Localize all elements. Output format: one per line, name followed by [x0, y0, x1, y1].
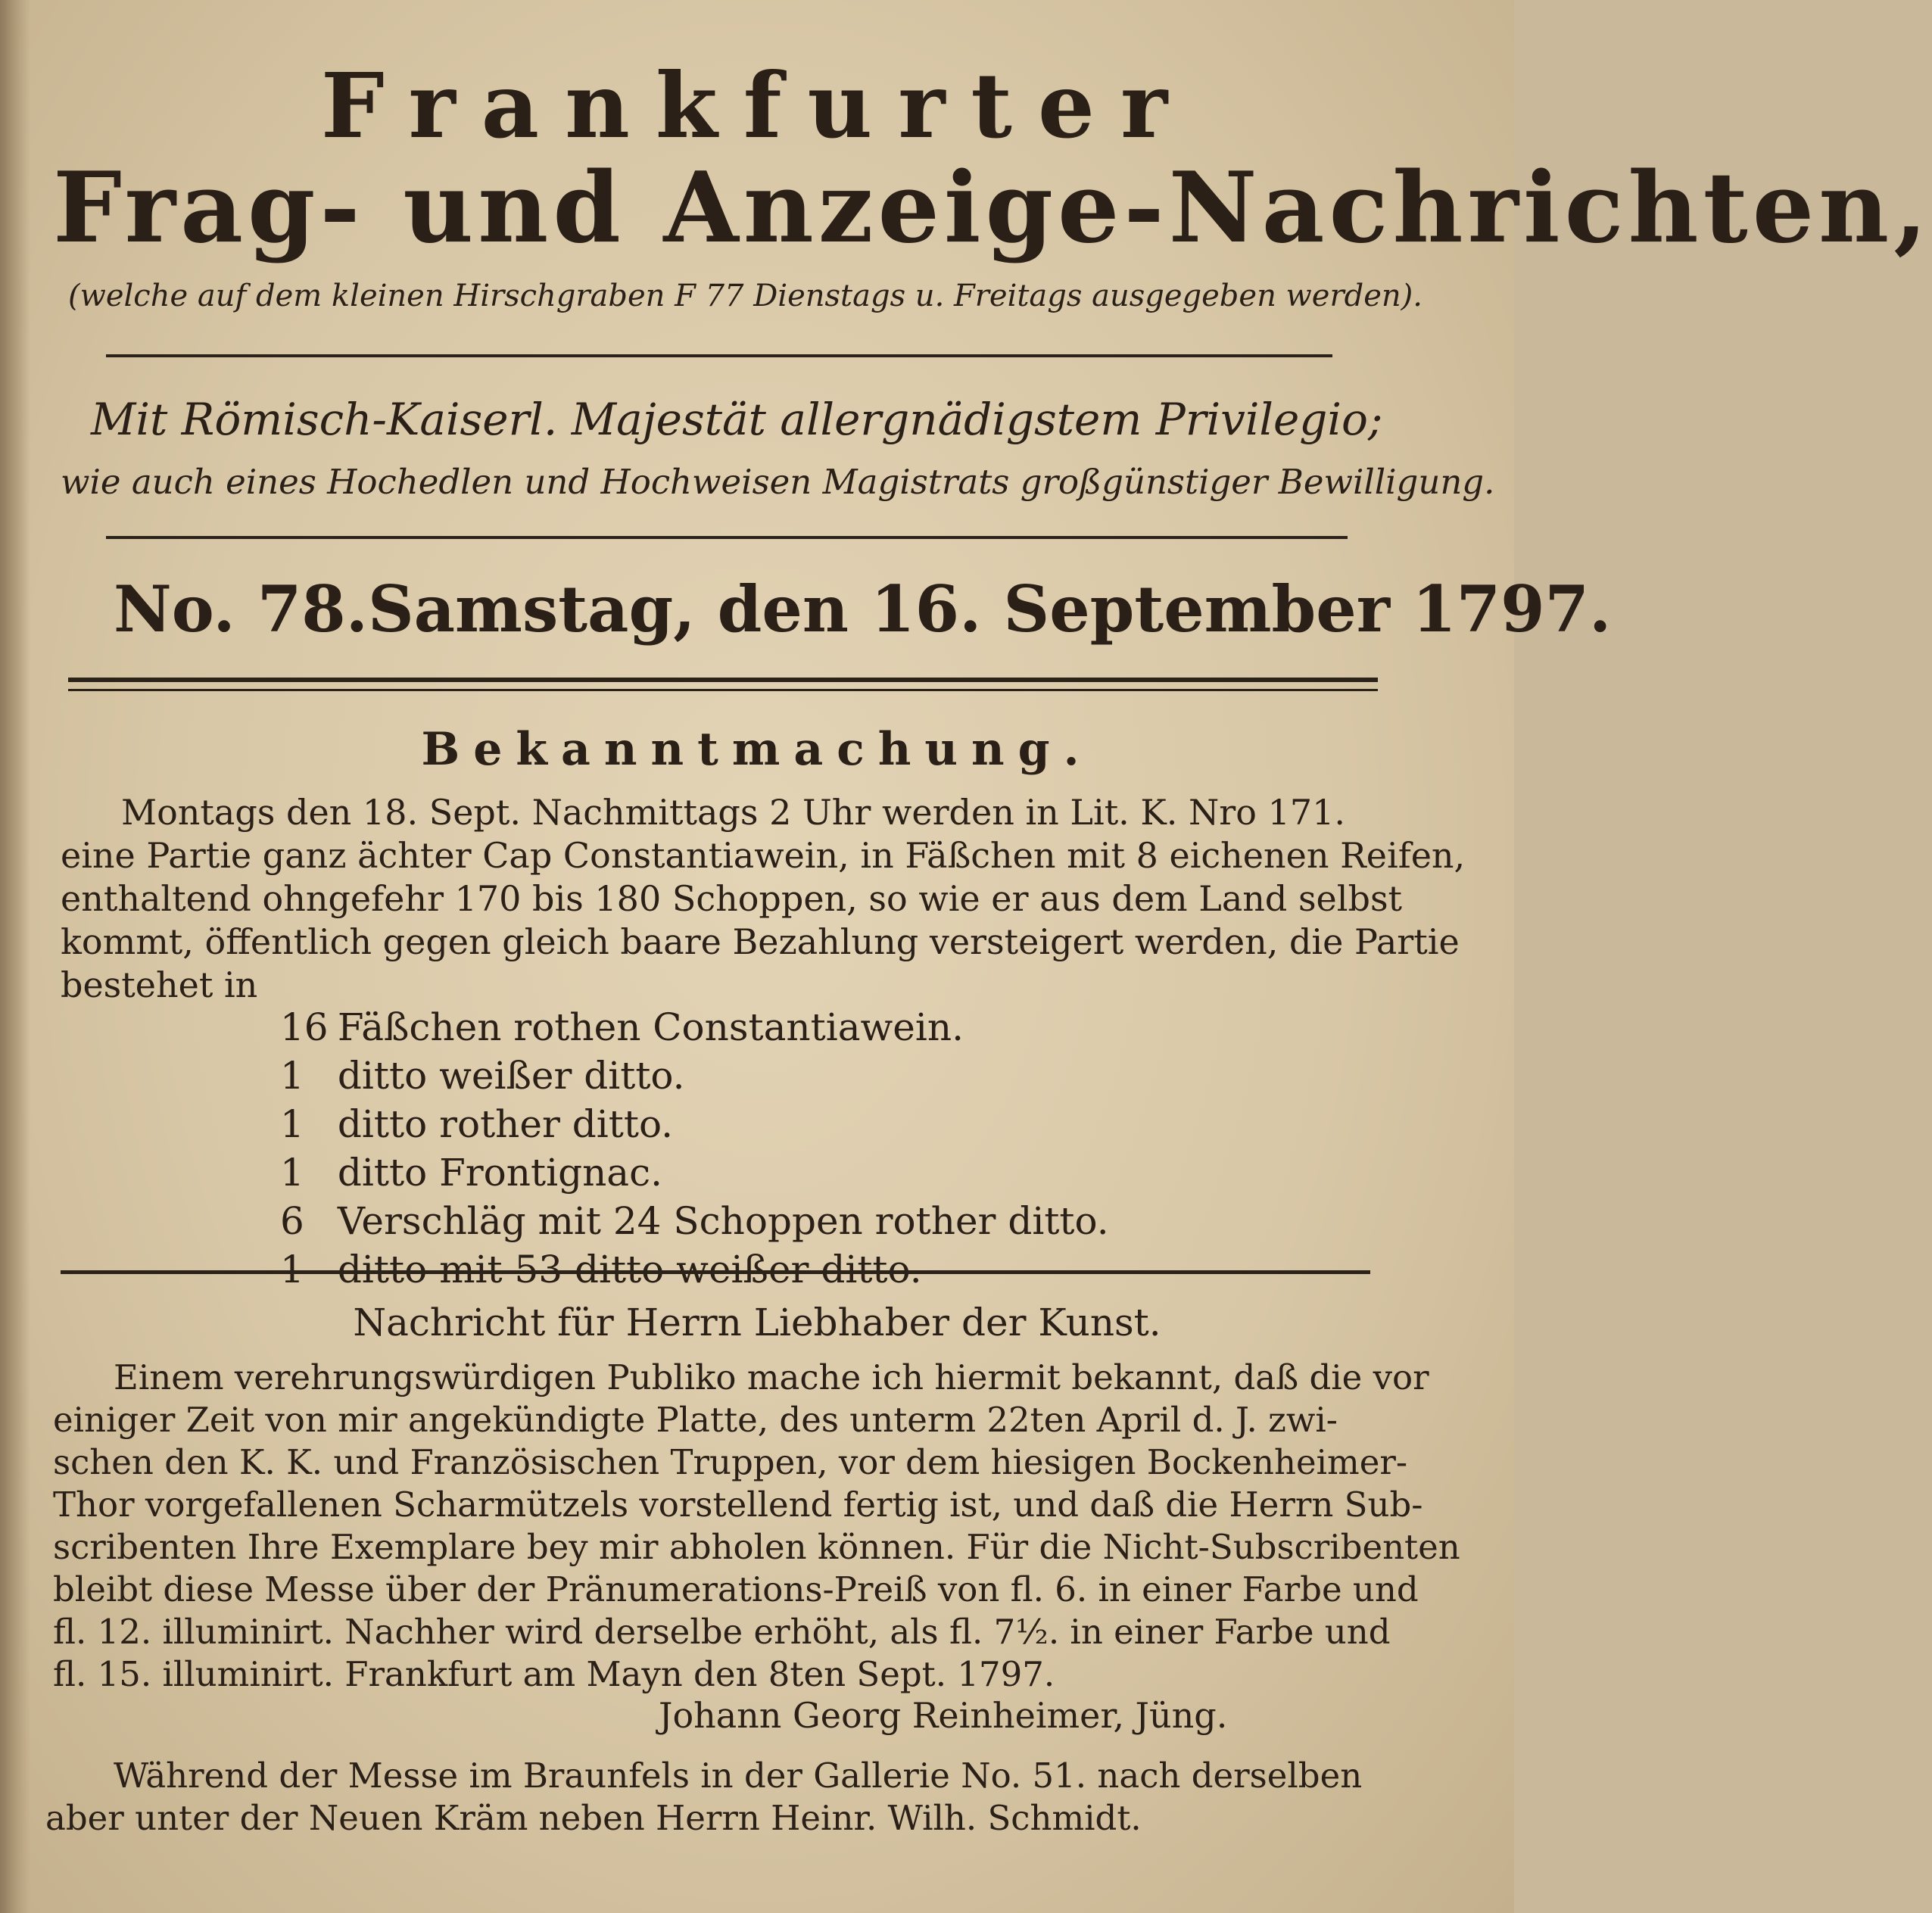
notice2-heading: Nachricht für Herrn Liebhaber der Kunst.	[353, 1301, 1161, 1344]
notice1-line: bestehet in	[61, 964, 258, 1005]
notice2-line: Thor vorgefallenen Scharmützels vorstellend fertig ist, und daß die Herrn Sub-	[53, 1485, 1423, 1525]
notice1-body	[61, 791, 1465, 1007]
masthead-title-line2: Frag- und Anzeige-Nachrichten,	[53, 151, 1932, 265]
issue-line	[114, 572, 1612, 646]
notice1-line: enthaltend ohngefehr 170 bis 180 Schoppen, so wie er aus dem Land selbst	[61, 878, 1403, 919]
notice2-line: Einem verehrungswürdigen Publiko mache ich hiermit bekannt, daß die vor	[114, 1357, 1429, 1397]
item-quantity: 1	[280, 1151, 304, 1195]
item-text: Verschläg mit 24 Schoppen rother ditto.	[337, 1199, 1109, 1243]
item-text: ditto mit 53 ditto weißer ditto.	[337, 1248, 922, 1291]
list-item	[280, 1148, 1109, 1197]
masthead-rule-1	[106, 354, 1332, 357]
item-text: Fäßchen rothen Constantiawein.	[337, 1005, 964, 1049]
item-text: ditto weißer ditto.	[337, 1054, 685, 1098]
notice1-item-list	[280, 1003, 1109, 1294]
list-item	[280, 1197, 1109, 1245]
postscript-line: Während der Messe im Braunfels in der Gallerie No. 51. nach derselben	[114, 1756, 1363, 1796]
notice2-line: bleibt diese Messe über der Pränumerations-Preiß von fl. 6. in einer Farbe und	[53, 1569, 1419, 1609]
notice2-line: scribenten Ihre Exemplare bey mir abholen können. Für die Nicht-Subscribenten	[53, 1527, 1460, 1567]
item-quantity: 6	[280, 1199, 304, 1243]
notice2-line: fl. 12. illuminirt. Nachher wird derselbe erhöht, als fl. 7½. in einer Farbe und	[53, 1612, 1391, 1652]
masthead-title-line1: Frankfurter	[320, 53, 1194, 158]
item-text: ditto rother ditto.	[337, 1102, 674, 1146]
notice2-line: schen den K. K. und Französischen Truppen, vor dem hiesigen Bockenheimer-	[53, 1442, 1408, 1482]
notice2-body	[53, 1357, 1460, 1696]
notice2-line: fl. 15. illuminirt. Frankfurt am Mayn den 8ten Sept. 1797.	[53, 1654, 1055, 1694]
list-item	[280, 1100, 1109, 1148]
notice1-line: eine Partie ganz ächter Cap Constantiawein, in Fäßchen mit 8 eichenen Reifen,	[61, 835, 1466, 876]
notice2-postscript	[45, 1755, 1362, 1840]
issue-rule-bottom	[68, 689, 1378, 691]
list-item	[280, 1245, 1109, 1294]
notice1-line: kommt, öffentlich gegen gleich baare Bezahlung versteigert werden, die Partie	[61, 921, 1460, 962]
list-item	[280, 1003, 1109, 1052]
issue-number: No. 78.	[114, 572, 368, 646]
item-text: ditto Frontignac.	[337, 1151, 662, 1195]
list-item	[280, 1052, 1109, 1100]
privilege-line-1: Mit Römisch-Kaiserl. Majestät allergnädigstem Privilegio;	[91, 394, 1383, 445]
page-spine-shadow	[0, 0, 30, 1913]
item-quantity: 16	[280, 1005, 329, 1049]
issue-rule-top	[68, 678, 1378, 682]
notice1-line: Montags den 18. Sept. Nachmittags 2 Uhr werden in Lit. K. Nro 171.	[121, 792, 1346, 833]
masthead-rule-2	[106, 536, 1348, 539]
privilege-line-2: wie auch eines Hochedlen und Hochweisen Magistrats großgünstiger Bewilligung.	[61, 462, 1495, 502]
masthead-subline: (welche auf dem kleinen Hirschgraben F 77 Dienstags u. Freitags ausgegeben werden).	[68, 279, 1423, 313]
item-quantity: 1	[280, 1248, 304, 1291]
notice2-line: einiger Zeit von mir angekündigte Platte, des unterm 22ten April d. J. zwi-	[53, 1400, 1338, 1440]
item-quantity: 1	[280, 1054, 304, 1098]
notice1-heading: Bekanntmachung.	[421, 723, 1093, 776]
postscript-line: aber unter der Neuen Kräm neben Herrn Heinr. Wilh. Schmidt.	[45, 1798, 1142, 1838]
item-quantity: 1	[280, 1102, 304, 1146]
section-divider	[61, 1270, 1370, 1274]
issue-date: Samstag, den 16. September 1797.	[367, 572, 1612, 646]
notice2-signature: Johann Georg Reinheimer, Jüng.	[659, 1695, 1228, 1736]
